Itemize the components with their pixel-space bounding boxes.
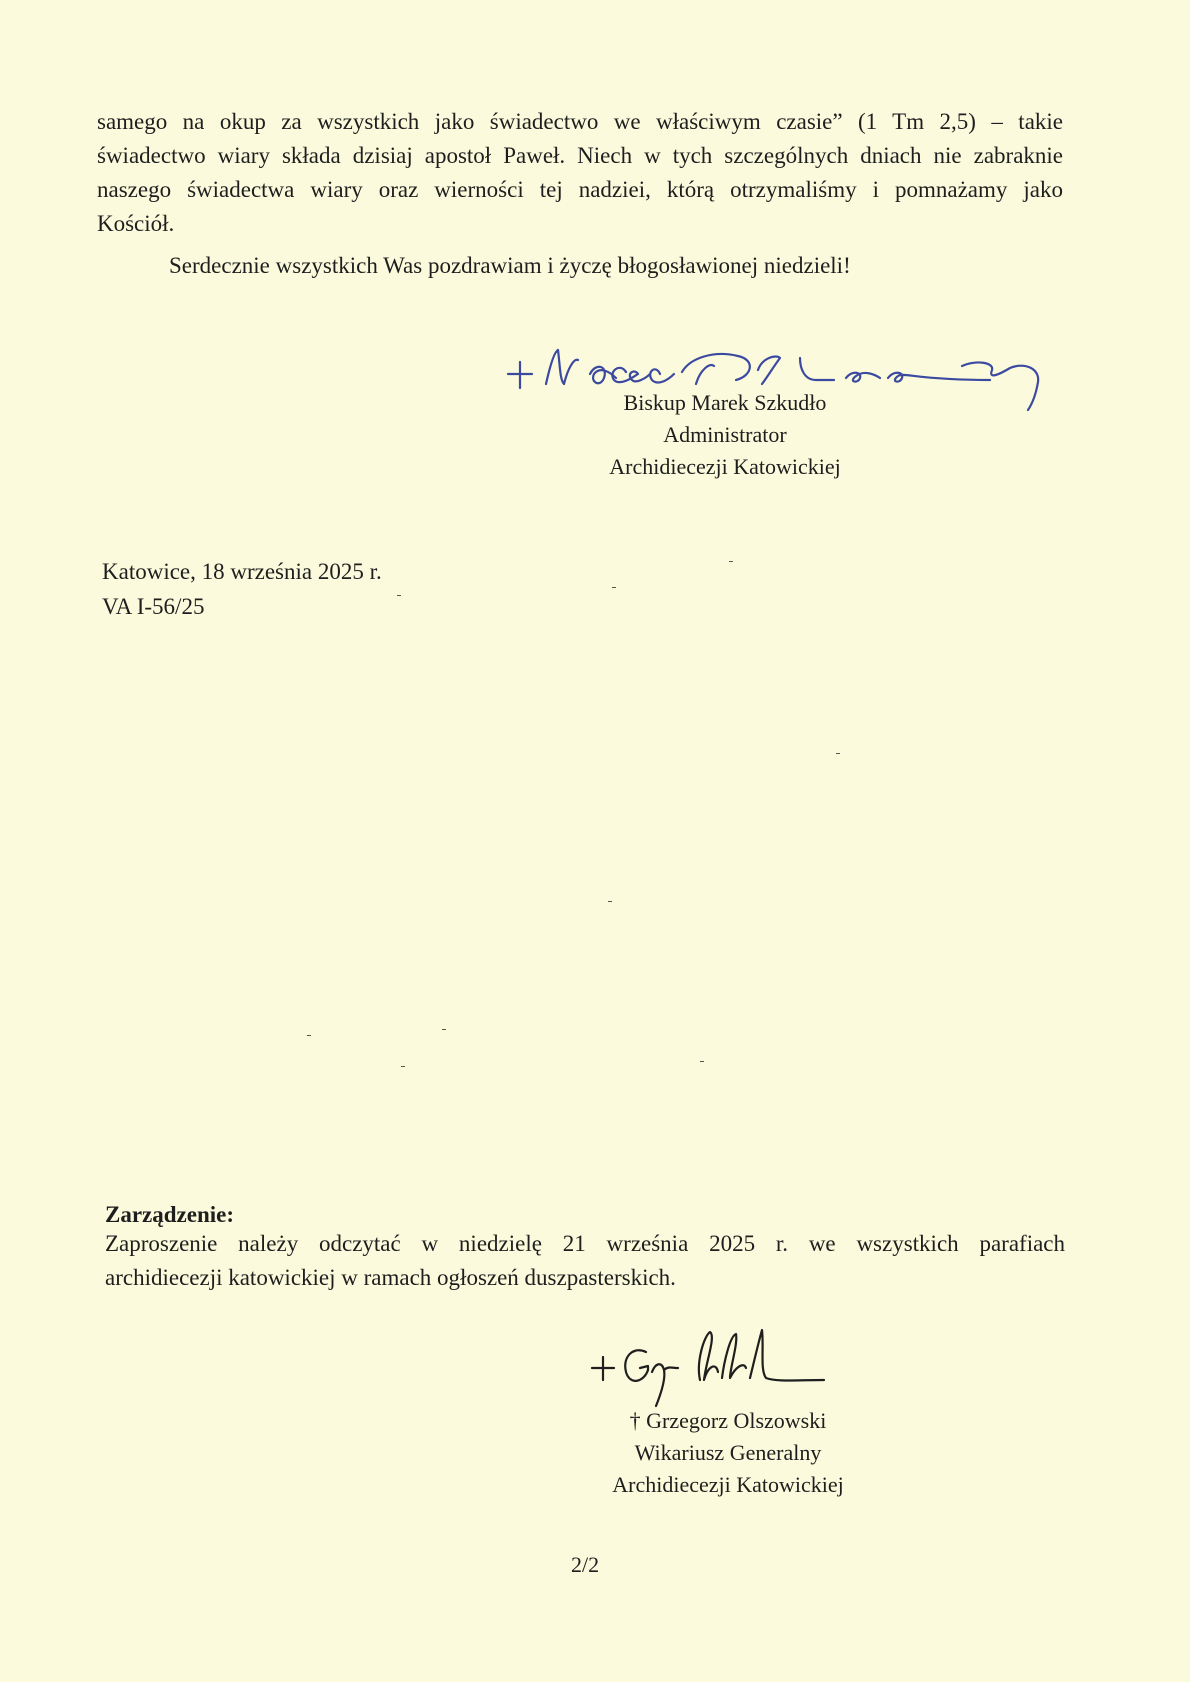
paragraph-line: samego na okup za wszystkich jako świadectwo we właściwym czasie” (1 Tm 2,5) – takie	[97, 109, 1063, 134]
signatory-role: Wikariusz Generalny	[634, 1440, 822, 1465]
paragraph-line: Kościół.	[97, 211, 175, 236]
greeting: Serdecznie wszystkich Was pozdrawiam i życzę błogosławionej niedzieli!	[169, 253, 851, 278]
scan-speck	[608, 901, 612, 902]
signatory-1	[580, 387, 870, 483]
scan-speck	[612, 587, 616, 588]
scan-speck	[401, 1066, 405, 1067]
decree-heading: Zarządzenie:	[105, 1202, 235, 1227]
dateline	[102, 554, 382, 624]
paragraph-line: naszego świadectwa wiary oraz wierności tej nadziei, którą otrzymaliśmy i pomnażamy jako	[97, 177, 1063, 202]
signatory-institution: Archidiecezji Katowickiej	[609, 454, 841, 479]
paragraph-line: świadectwo wiary składa dzisiaj apostoł Paweł. Niech w tych szczególnych dniach nie zabraknie	[97, 143, 1063, 168]
page-number: 2/2	[571, 1552, 600, 1577]
reference-number: VA I-56/25	[102, 594, 205, 619]
signatory-institution: Archidiecezji Katowickiej	[612, 1472, 844, 1497]
scan-speck	[442, 1029, 446, 1030]
letter-paragraph	[97, 105, 1063, 241]
scan-speck	[700, 1061, 704, 1062]
decree-line: archidiecezji katowickiej w ramach ogłoszeń duszpasterskich.	[105, 1265, 676, 1290]
scan-speck	[836, 753, 840, 754]
signatory-2	[580, 1405, 876, 1501]
vicar-signature	[588, 1322, 868, 1412]
signatory-name: † Grzegorz Olszowski	[629, 1408, 827, 1433]
decree-line: Zaproszenie należy odczytać w niedzielę 21 września 2025 r. we wszystkich parafiach	[105, 1231, 1065, 1256]
signatory-role: Administrator	[663, 422, 787, 447]
scan-speck	[729, 561, 733, 562]
scan-speck	[307, 1035, 311, 1036]
signatory-name: Biskup Marek Szkudło	[623, 390, 827, 415]
scan-speck	[397, 595, 401, 596]
place-date: Katowice, 18 września 2025 r.	[102, 559, 382, 584]
decree-text	[105, 1227, 1065, 1295]
